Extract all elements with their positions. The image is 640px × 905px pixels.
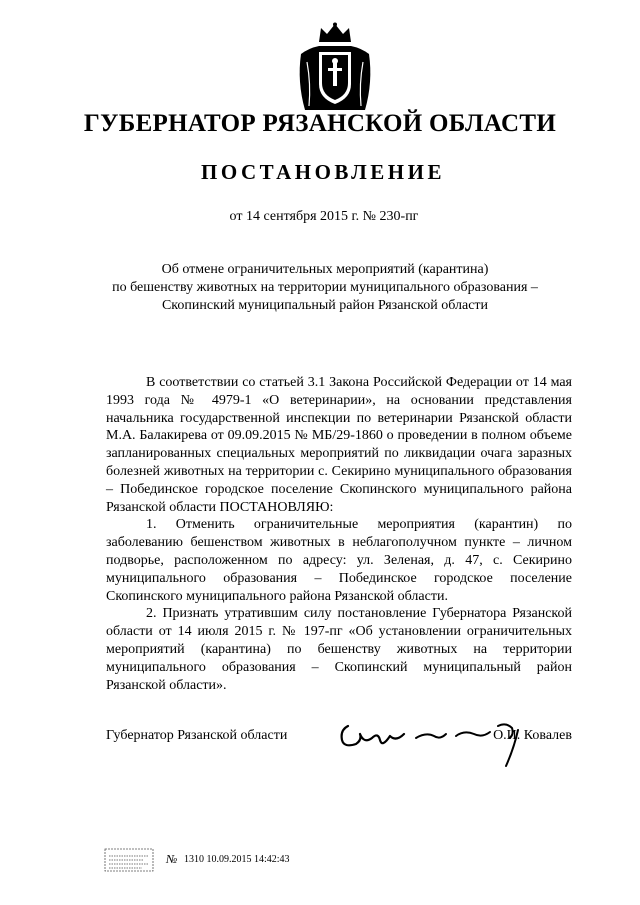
document-subject (60, 261, 590, 315)
body-paragraph: 1. Отменить ограничительные мероприятия (карантин) по заболеванию бешенством животных в неблагополучном пункте – личном подворье, расположенном по адресу: ул. Зеленая, д. 47, с. Секирино муниципального образования – Побединское городское поселение Скопинского муниципального района Рязанской области. (106, 517, 572, 604)
subject-line: Об отмене ограничительных мероприятий (карантина) (161, 262, 489, 277)
coat-of-arms-icon (291, 22, 379, 114)
document-type: ПОСТАНОВЛЕНИЕ (201, 160, 445, 184)
subject-line: по бешенству животных на территории муниципального образования – (112, 280, 538, 295)
registration-stamp-icon (104, 848, 154, 872)
registration-code: 1310 10.09.2015 14:42:43 (184, 854, 290, 865)
signatory-name: О.И. Ковалев (493, 728, 572, 743)
organization-title: ГУБЕРНАТОР РЯЗАНСКОЙ ОБЛАСТИ (83, 110, 557, 137)
signatory-position: Губернатор Рязанской области (106, 728, 288, 743)
document-date-number: от 14 сентября 2015 г. № 230-пг (229, 209, 419, 224)
body-paragraph: В соответствии со статьей 3.1 Закона Российской Федерации от 14 мая 1993 года № 4979-1 «О ветеринарии», на основании представления начальника государственной инспекции по ветеринарии Рязанской области М.А. Балакирева от 09.09.2015 № МБ/29-1860 о проведении в полном объеме запланированных специальных мероприятий по ликвидации очага заразных болезней животных на территории с. Секирино муниципального образования – Побединское городское поселение Скопинского муниципального района Рязанской области ПОСТАНОВЛЯЮ: (106, 375, 572, 515)
number-sign: № (166, 852, 178, 866)
document-body (106, 374, 572, 694)
registration-footer (104, 848, 364, 872)
body-paragraph: 2. Признать утратившим силу постановление Губернатора Рязанской области от 14 июля 2015 г. № 197-пг «Об установлении ограничительных мероприятий (карантина) по бешенству животных на территории муниципального образования – Скопинский муниципальный район Рязанской области». (106, 606, 572, 693)
subject-line: Скопинский муниципальный район Рязанской области (161, 298, 489, 313)
signature-block (106, 712, 572, 772)
